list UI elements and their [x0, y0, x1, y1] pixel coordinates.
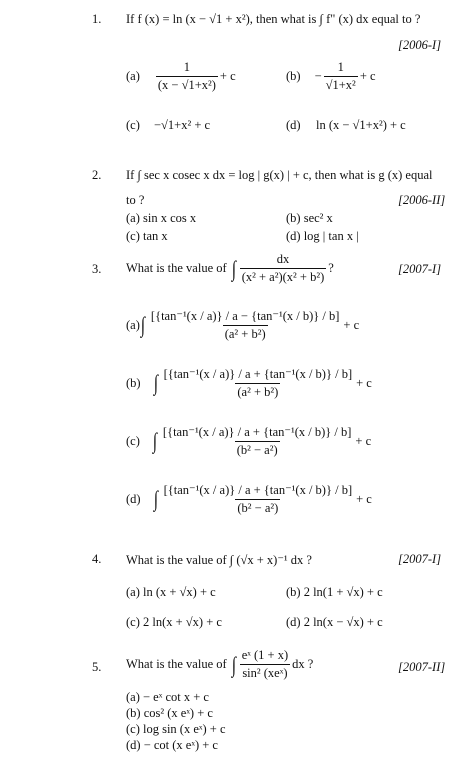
q3-question [126, 252, 334, 285]
q5-suffix: dx ? [292, 657, 314, 671]
q1-option-d: ln (x − √1+x²) + c [316, 118, 406, 132]
q3-prefix: What is the value of [126, 261, 227, 275]
q1-a-label: (a) [126, 69, 140, 83]
q3-c-numerator: [{tan⁻¹(x / a)} / a + {tan⁻¹(x / b)} / b] [162, 425, 352, 439]
integral-sign-icon: ∫ [152, 428, 158, 453]
q5-option-a: (a) − eˣ cot x + c [126, 690, 209, 704]
q4-option-c: (c) 2 ln(x + √x) + c [126, 615, 222, 629]
q5-tag: [2007-II] [398, 660, 446, 674]
q5-numerator: eˣ (1 + x) [241, 648, 289, 662]
q4-option-a: (a) ln (x + √x) + c [126, 585, 216, 599]
q3-d-fraction [162, 482, 355, 516]
q3-suffix: ? [328, 261, 334, 275]
q1-a-denominator: (x − √1+x²) [157, 78, 216, 92]
q5-question [126, 648, 313, 681]
q1-tag: [2006-I] [398, 38, 442, 52]
q5-option-d: (d) − cot (x eˣ) + c [126, 738, 218, 752]
q3-b-denominator: (a² + b²) [237, 385, 279, 399]
integral-sign-icon: ∫ [153, 370, 158, 395]
integral-sign-icon: ∫ [231, 255, 236, 281]
q3-b-numerator: [{tan⁻¹(x / a)} / a + {tan⁻¹(x / b)} / b] [163, 367, 353, 381]
integral-sign-icon: ∫ [153, 486, 158, 511]
q2-option-b: (b) sec² x [286, 211, 333, 225]
q1-number: 1. [92, 12, 102, 26]
q1-option-b [286, 60, 376, 93]
q4-option-b: (b) 2 ln(1 + √x) + c [286, 585, 383, 599]
q3-number: 3. [92, 262, 102, 276]
q1-b-minus: − [314, 69, 322, 83]
q1-option-c-label: (c) [126, 118, 140, 132]
q5-denominator: sin² (xeˣ) [242, 666, 288, 680]
q3-d-denominator: (b² − a²) [237, 501, 279, 515]
q2-option-d: (d) log | tan x | [286, 229, 359, 243]
q2-option-a: (a) sin x cos x [126, 211, 197, 225]
q3-a-denominator: (a² + b²) [224, 327, 266, 341]
q3-c-fraction [161, 424, 354, 458]
q3-d-label: (d) [126, 491, 141, 506]
q2-text: If ∫ sec x cosec x dx = log | g(x) | + c, then what is g (x) equal [126, 168, 433, 182]
q1-b-denominator: √1+x² [325, 78, 356, 92]
q3-numerator: dx [276, 252, 290, 266]
q3-option-c [126, 424, 371, 458]
q3-a-tail: + c [343, 317, 360, 332]
q1-option-a [126, 60, 236, 93]
q4-option-d: (d) 2 ln(x − √x) + c [286, 615, 383, 629]
q2-text-continued: to ? [126, 193, 145, 207]
q5-prefix: What is the value of [126, 657, 227, 671]
q1-a-tail: + c [219, 69, 236, 83]
q5-option-b: (b) cos² (x eˣ) + c [126, 706, 213, 720]
q3-option-d [126, 482, 372, 516]
q3-c-denominator: (b² − a²) [236, 443, 278, 457]
q3-option-b [126, 366, 372, 400]
q1-b-numerator: 1 [337, 60, 344, 74]
q2-number: 2. [92, 168, 102, 182]
q3-b-fraction [162, 366, 355, 400]
q1-a-numerator: 1 [183, 60, 191, 74]
q1-a-fraction [156, 60, 218, 93]
q4-number: 4. [92, 552, 102, 566]
q4-text: What is the value of ∫ (√x + x)⁻¹ dx ? [126, 553, 312, 567]
q3-option-a [126, 308, 359, 342]
q3-denominator: (x² + a²)(x² + b²) [241, 270, 325, 284]
q1-b-tail: + c [359, 69, 376, 83]
q5-number: 5. [92, 660, 102, 674]
q3-b-label: (b) [126, 375, 141, 390]
q3-d-numerator: [{tan⁻¹(x / a)} / a + {tan⁻¹(x / b)} / b] [163, 483, 353, 497]
q3-c-tail: + c [355, 433, 372, 448]
q5-fraction [240, 648, 290, 681]
q3-a-label: (a) [126, 317, 140, 332]
q3-b-tail: + c [356, 375, 372, 390]
q1-b-label: (b) [286, 69, 301, 83]
integral-sign-icon: ∫ [231, 651, 236, 677]
q3-tag: [2007-I] [398, 262, 442, 276]
q1-text: If f (x) = ln (x − √1 + x²), then what is ∫ f" (x) dx equal to ? [126, 12, 421, 26]
q3-a-numerator: [{tan⁻¹(x / a)} / a − {tan⁻¹(x / b)} / b] [150, 309, 340, 323]
q2-option-c: (c) tan x [126, 229, 168, 243]
q1-b-fraction [324, 60, 358, 93]
q1-option-c: −√1+x² + c [154, 118, 211, 132]
q3-c-label: (c) [126, 433, 140, 448]
q2-tag: [2006-II] [398, 193, 446, 207]
q5-option-c: (c) log sin (x eˣ) + c [126, 722, 226, 736]
q3-a-fraction [149, 308, 342, 342]
integral-sign-icon: ∫ [140, 312, 146, 337]
q1-option-d-label: (d) [286, 118, 301, 132]
q3-fraction [240, 252, 327, 285]
q3-d-tail: + c [356, 491, 372, 506]
q4-tag: [2007-I] [398, 552, 442, 566]
